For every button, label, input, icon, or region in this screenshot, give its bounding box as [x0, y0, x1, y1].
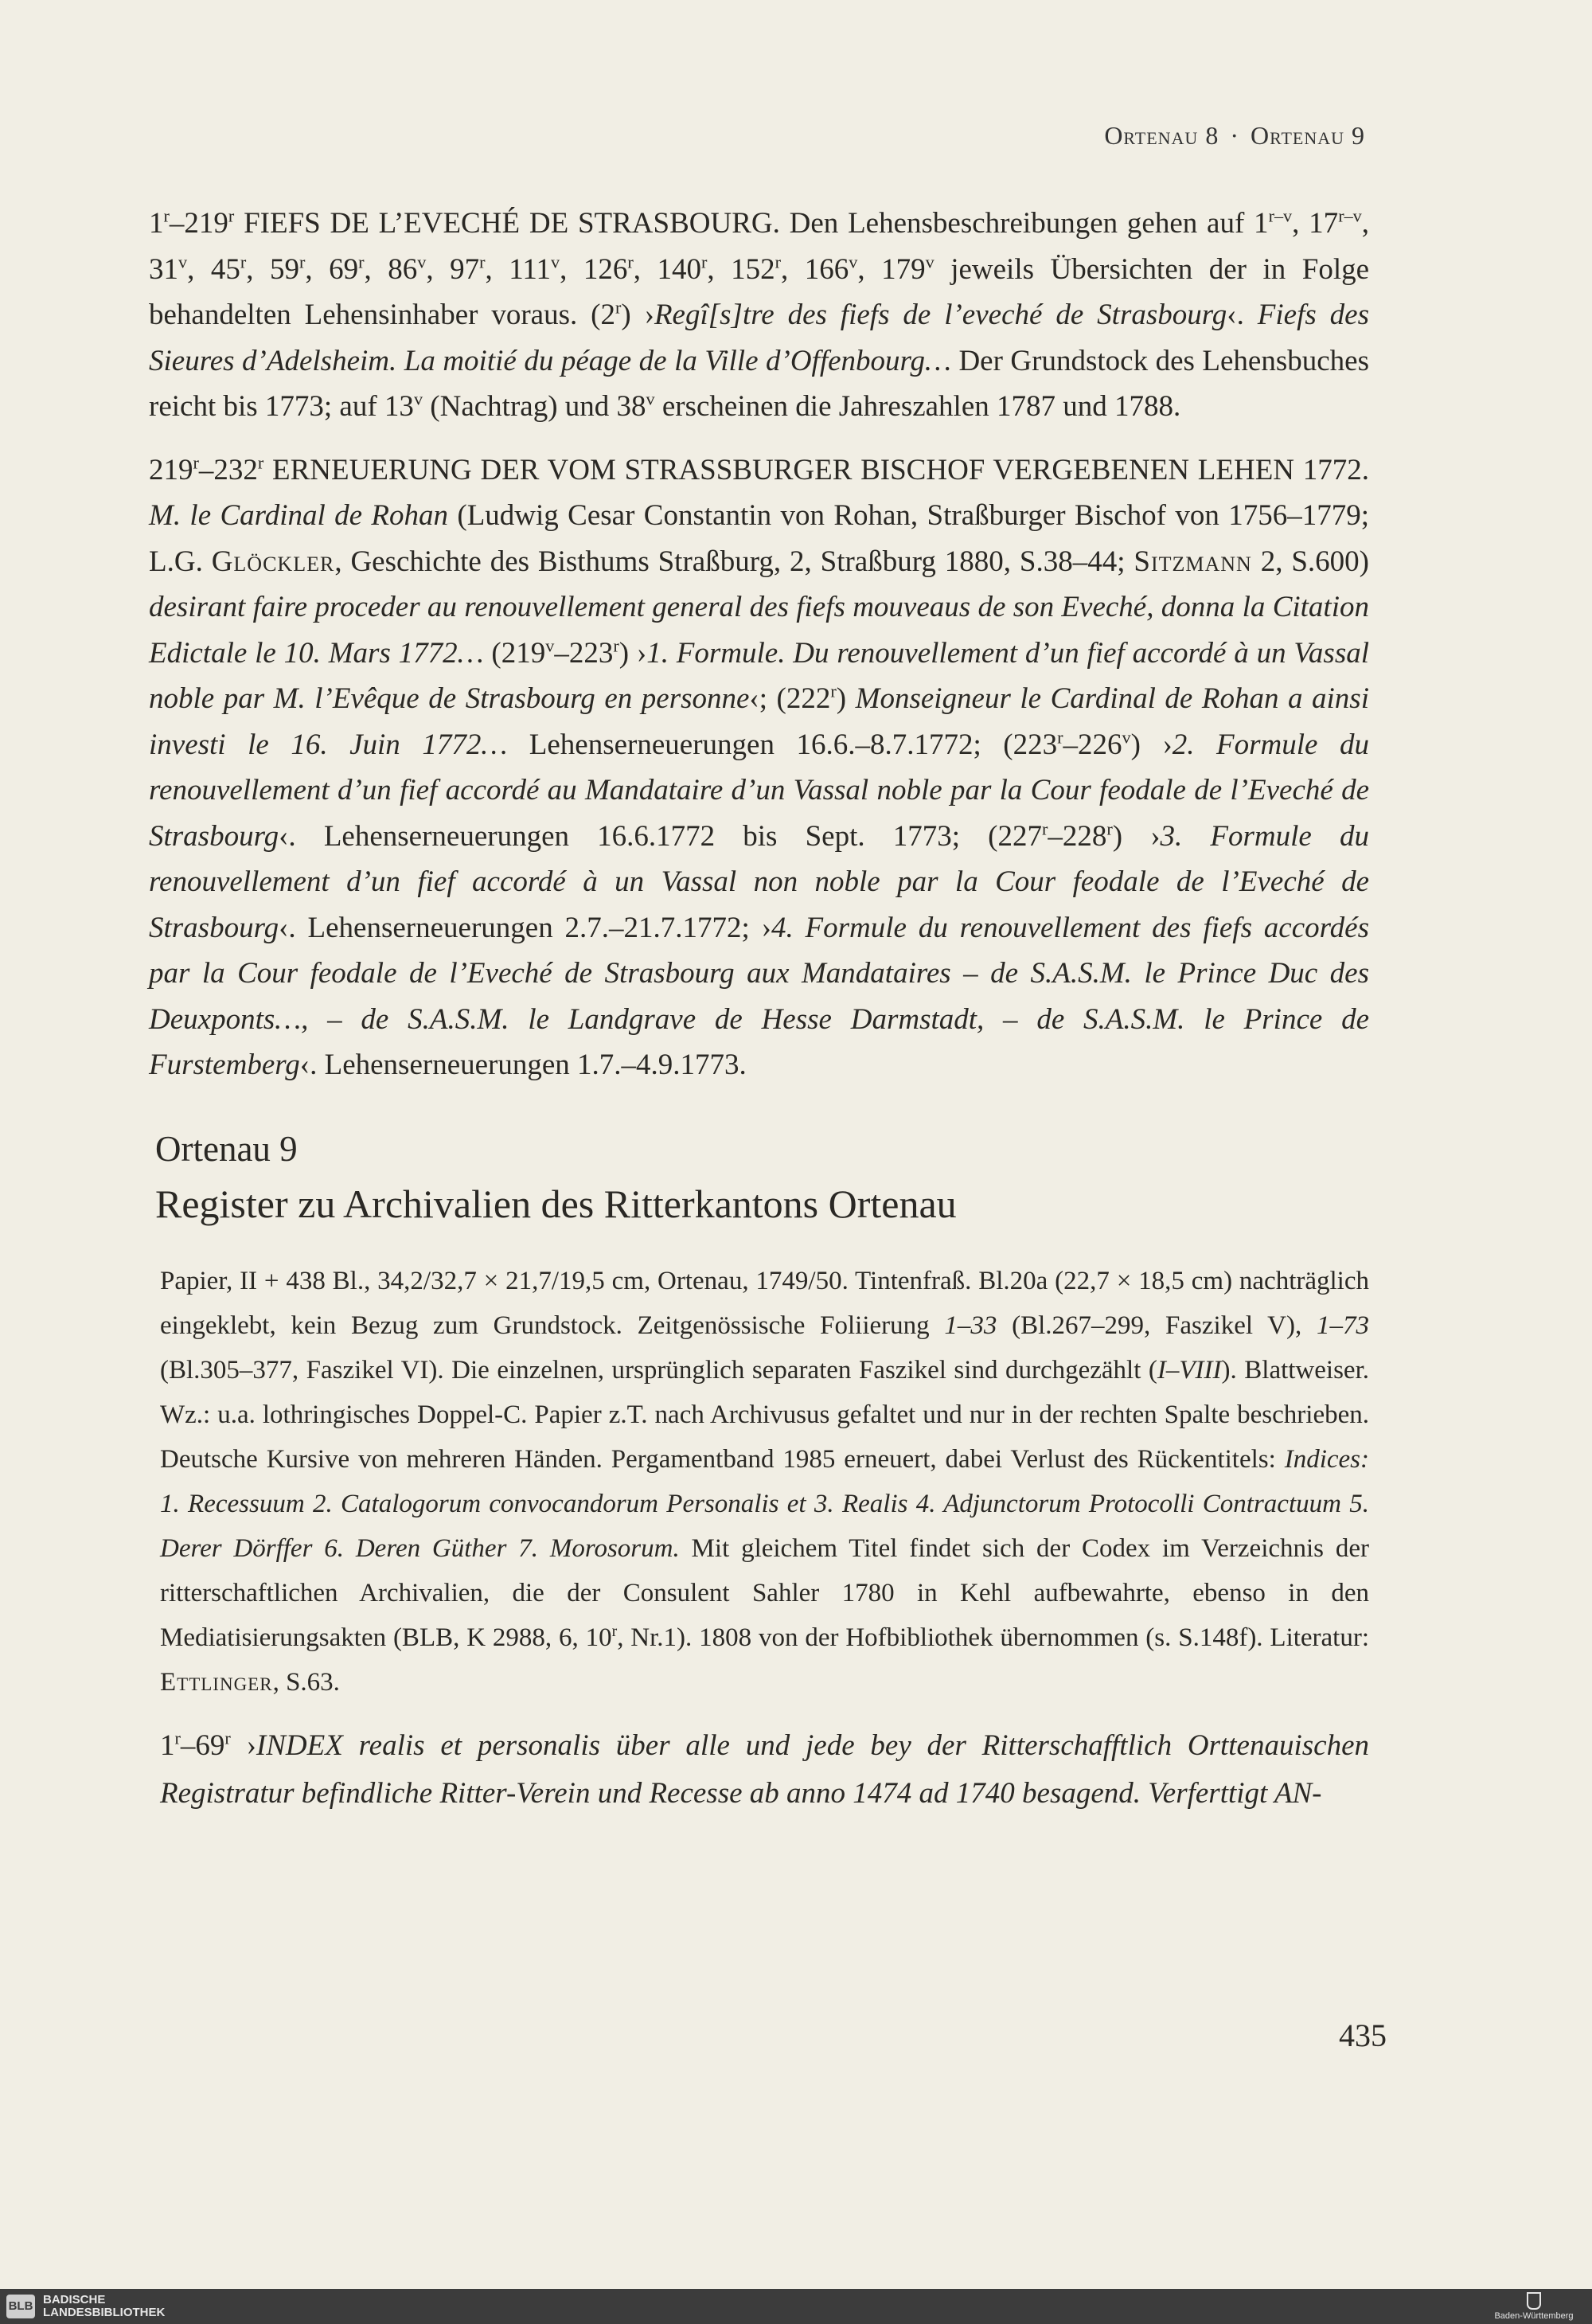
running-head-left: Ortenau 8 — [1104, 121, 1219, 150]
superscript: r–v — [1338, 205, 1362, 226]
superscript: r — [830, 681, 837, 701]
paragraph-fiefs — [149, 201, 1369, 430]
text: ‹; (222 — [749, 682, 831, 715]
italic-title: Regî[s]tre des fiefs de l’eveché de Strasbourg — [654, 299, 1227, 331]
superscript: r–v — [1268, 205, 1293, 226]
library-name-line2: LANDESBIBLIOTHEK — [43, 2306, 166, 2319]
superscript: r — [1041, 818, 1048, 839]
running-head-right: Ortenau 9 — [1250, 121, 1365, 150]
text: Mit gleichem Titel findet sich der Codex im Verzeichnis der ritterschaftlichen Archivalien, die der Consulent Sahler 1780 in Kehl aufbewahrte, ebenso in den Mediatisierungsakten (BLB, K 2988, 6, 10 — [160, 1533, 1369, 1652]
superscript: r — [611, 1622, 618, 1640]
superscript: r — [1057, 727, 1063, 748]
text: ) › — [621, 299, 654, 331]
italic-quote: 3. Formule du renouvellement d’un fief accordé à un Vassal non noble par la Cour feodale de l’Eveché de Strasbourg — [149, 819, 1369, 944]
superscript: v — [849, 252, 858, 272]
italic-foliation: 1–33 — [944, 1310, 997, 1340]
text: (Nachtrag) und 38 — [423, 390, 646, 423]
superscript: r — [298, 252, 306, 272]
superscript: r — [1106, 818, 1113, 839]
text: –69 — [180, 1728, 225, 1762]
italic-name: M. le Cardinal de Rohan — [149, 499, 449, 532]
superscript: r — [615, 297, 622, 318]
text: ) — [836, 682, 856, 715]
text: ‹. Lehenserneuerungen 2.7.–21.7.1772; › — [279, 911, 771, 944]
state-label: Baden-Württemberg — [1494, 2311, 1574, 2321]
superscript: r — [228, 205, 235, 226]
running-head — [1104, 121, 1365, 150]
text: , 179 — [857, 252, 926, 286]
superscript: r — [163, 205, 170, 226]
text: –223 — [554, 636, 614, 670]
superscript: v — [646, 389, 655, 409]
state-crest-icon — [1527, 2292, 1541, 2310]
text: , 97 — [426, 252, 480, 286]
text: , Nr.1). 1808 von der Hofbibliothek übernommen (s. S.148f). Literatur: — [617, 1623, 1370, 1652]
superscript: r — [627, 252, 634, 272]
text: Lehenserneuerungen 16.6.–8.7.1772; (223 — [507, 728, 1058, 761]
library-logo-icon[interactable]: BLB — [6, 2295, 35, 2318]
text: , 111 — [485, 252, 551, 286]
superscript: r — [224, 1728, 231, 1748]
superscript: r — [257, 452, 264, 473]
text: –219 — [169, 207, 228, 240]
text: –232 — [198, 453, 258, 486]
superscript: r — [174, 1728, 181, 1748]
italic-quote: 1. Formule. Du renouvellement d’un fief accordé à un Vassal noble par M. l’Evêque de Strasbourg en personne — [149, 636, 1369, 715]
italic-quote: Fiefs des Sieures d’Adelsheim. La moitié du péage de la Ville d’Offenbourg… — [149, 299, 1369, 377]
paragraph-erneuerung — [149, 447, 1369, 1088]
superscript: r — [240, 252, 247, 272]
library-name-line1: BADISCHE — [43, 2293, 106, 2306]
text: , 152 — [707, 252, 775, 286]
italic-quote: INDEX realis et personalis über alle und jede bey der Ritterschafftlich Orttenauischen Registratur befindliche Ritter-Verein und Recesse ab anno 1474 ad 1740 besagend. Verferttigt AN- — [160, 1728, 1369, 1810]
italic-quote: desirant faire proceder au renouvellement general des fiefs mouveaus de son Eveché, donna la Citation Edictale le 10. Mars 1772… — [149, 591, 1369, 670]
italic-quote: 4. Formule du renouvellement des fiefs accordés par la Cour feodale de l’Eveché de Strasbourg aux Mandataires – de S.A.S.M. le Prince Duc des Deuxponts…, – de S.A.S.M. le Landgrave de Hesse Darmstadt, – de S.A.S.M. le Prince de Furstemberg — [149, 911, 1370, 1081]
author-name: Glöckler — [211, 545, 335, 578]
text: ) › — [618, 636, 647, 670]
superscript: r — [775, 252, 782, 272]
superscript: v — [417, 252, 427, 272]
text: , 69 — [305, 252, 359, 286]
text: , 126 — [560, 252, 628, 286]
text: ). Blattweiser. Wz.: u.a. lothringisches Doppel-C. Papier z.T. nach Archivusus gefaltet und nur in der rechten Spalte beschrieben. Deutsche Kursive von mehreren Händen. Pergamentband 1985 erneuert, dabei Verlust des Rückentitels: — [160, 1355, 1369, 1474]
superscript: v — [551, 252, 560, 272]
text: ‹. Lehenserneuerungen 1.7.–4.9.1773. — [299, 1049, 747, 1081]
text: ‹. — [1227, 299, 1258, 331]
page-number: 435 — [1339, 2017, 1387, 2053]
text: , 45 — [187, 252, 240, 286]
text: (Bl.305–377, Faszikel VI). Die einzelnen, ursprünglich separaten Faszikel sind durchgezählt ( — [160, 1355, 1157, 1385]
superscript: v — [925, 252, 935, 272]
text: , 166 — [781, 252, 849, 286]
text: ‹. Lehenserneuerungen 16.6.1772 bis Sept. 1773; (227 — [279, 819, 1042, 853]
text: 1 — [160, 1728, 175, 1762]
text: erscheinen die Jahreszahlen 1787 und 1788. — [654, 390, 1181, 423]
text: , 59 — [246, 252, 299, 286]
text: Papier, II + 438 Bl., 34,2/32,7 × 21,7/19,5 cm, Ortenau, 1749/50. Tintenfraß. Bl.20a (22,7 × 18,5 cm) nachträglich eingeklebt, kein Bezug zum Grundstock. Zeitgenössische Foliierung — [160, 1266, 1369, 1340]
superscript: r — [700, 252, 708, 272]
superscript: v — [178, 252, 188, 272]
superscript: r — [613, 635, 619, 656]
author-name: Ettlinger — [160, 1667, 273, 1697]
text: ) › — [1130, 728, 1173, 761]
text: –228 — [1048, 819, 1107, 853]
library-name[interactable] — [43, 2294, 165, 2319]
text: 1 — [149, 207, 164, 240]
state-logo[interactable] — [1482, 2292, 1586, 2321]
codex-description — [160, 1259, 1369, 1705]
running-head-separator: · — [1230, 121, 1239, 150]
superscript: r — [358, 252, 365, 272]
italic-quote: Monseigneur le Cardinal de Rohan a ainsi investi le 16. Juin 1772… — [149, 682, 1369, 761]
text: ERNEUERUNG DER VOM STRASSBURGER BISCHOF VERGEBENEN LEHEN 1772. — [263, 453, 1369, 486]
text: , 140 — [633, 252, 701, 286]
italic-quote: 2. Formule du renouvellement d’un fief accordé au Mandataire d’un Vassal noble par la Cour feodale de l’Eveché de Strasbourg — [149, 728, 1369, 853]
text: , Geschichte des Bisthums Straßburg, 2, Straßburg 1880, S.38–44; — [334, 545, 1134, 578]
text: (219 — [483, 636, 546, 670]
text: Der Grundstock des Lehensbuches reicht bis 1773; auf 13 — [149, 344, 1369, 423]
text: , 17 — [1292, 207, 1339, 240]
footer-bar — [0, 2289, 1592, 2324]
body-text — [149, 201, 1369, 1818]
text: FIEFS DE L’EVECHÉ DE STRASBOURG. Den Lehensbeschreibungen gehen auf 1 — [234, 207, 1269, 240]
superscript: r — [193, 452, 199, 473]
text: 2, S.600) — [1251, 545, 1369, 578]
text: (Ludwig Cesar Constantin von Rohan, Straßburger Bischof von 1756–1779; L.G. — [149, 499, 1369, 578]
section-title: Register zu Archivalien des Ritterkantons Ortenau — [155, 1181, 957, 1226]
text: › — [230, 1728, 256, 1762]
italic-foliation: I–VIII — [1157, 1355, 1222, 1385]
italic-foliation: 1–73 — [1317, 1310, 1369, 1340]
superscript: v — [1122, 727, 1131, 748]
text: ) › — [1112, 819, 1161, 853]
index-entry — [160, 1722, 1369, 1818]
text: jeweils Übersichten der in Folge behandelten Lehensinhaber voraus. (2 — [149, 252, 1370, 331]
text: (Bl.267–299, Faszikel V), — [997, 1310, 1317, 1340]
text: , S.63. — [272, 1667, 340, 1697]
superscript: v — [545, 635, 555, 656]
text: –226 — [1063, 728, 1122, 761]
superscript: r — [479, 252, 486, 272]
superscript: v — [413, 389, 423, 409]
text: 219 — [149, 453, 193, 486]
author-name: Sitzmann — [1134, 545, 1252, 578]
italic-quote: Indices: 1. Recessuum 2. Catalogorum convocandorum Personalis et 3. Realis 4. Adjunctorum Protocolli Contractuum 5. Derer Dörffer 6. Deren Güther 7. Morosorum. — [160, 1444, 1369, 1563]
text: , 86 — [364, 252, 418, 286]
text: , 31 — [149, 207, 1370, 286]
section-label: Ortenau 9 — [155, 1128, 298, 1169]
